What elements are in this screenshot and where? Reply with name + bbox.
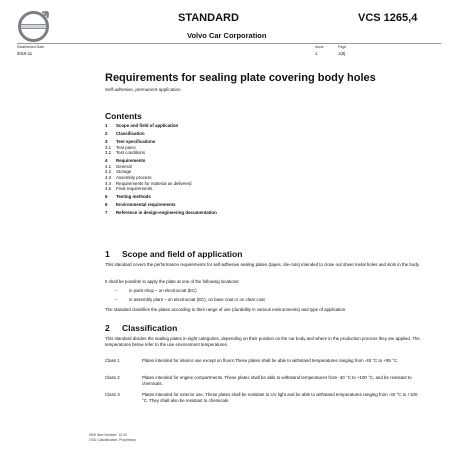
toc-text: Environmental requirements <box>116 202 176 208</box>
toc-text: Requirements <box>116 158 146 164</box>
toc-text: Classification <box>116 130 145 136</box>
toc-item[interactable] <box>105 186 425 192</box>
toc-item[interactable] <box>105 131 425 137</box>
toc-number: 2 <box>105 130 108 136</box>
page-value: 1(8) <box>338 51 346 56</box>
page-label: Page <box>338 45 347 49</box>
toc-text: Scope and field of application <box>116 123 179 128</box>
toc-number: 6 <box>105 202 108 208</box>
issue-value: 1 <box>315 51 318 56</box>
established-date-value: 2016-11 <box>17 51 33 56</box>
footer-classification: GSU Classification: Proprietary <box>89 438 136 442</box>
toc-item[interactable] <box>105 194 425 200</box>
toc-text: Storage <box>116 169 132 175</box>
class-label: Class 2 <box>105 375 120 380</box>
class-label: Class 3 <box>105 392 120 397</box>
section-number: 2 <box>105 323 110 333</box>
document-subtitle: Self-adhesive, permanent application <box>105 87 181 92</box>
toc-text: Final requirements <box>116 186 153 192</box>
toc-number: 4 <box>105 158 108 164</box>
issue-label: Issue <box>315 45 324 49</box>
toc-text: General <box>116 163 132 169</box>
toc-number: 3 <box>105 138 108 144</box>
toc-text: Testing methods <box>116 194 151 200</box>
document-page: STANDARD VCS 1265,4 Volvo Car Corporation Established Date 2016-11 Issue 1 Page 1(8) Requirements for sealing plate covering body holes Self-adhesive, permanent application Contents 1 Scope and field of application 2 Classification 3 Test specifications 3.1 Test piece 3.2 Test conditions 4 Requirements 4.1 General 4.2 Storage 4.3 Assembly process 4.4 Requirements for material as delivered 4.5 Final requirements 5 Testing methods 6 Environmental requirements 7 Reference in design-engineering documentation 1 Scope and field of application This standard covers the performance requirements for self-adhesive sealing plates (tapes, die-cuts) intended to close out sheet metal holes and slots in the body. It shall be possible to apply the plate at one of the following locations: – in paint shop – on electrocoat (EC) – in assembly plant – on electrocoat (EC), on base coat or on clear coat The standard classifies the plates according to their range of use (durability in various environments) and type of application. 2 Classification This standard divides the sealing plates in eight categories, depending on their position on the car body and where in the production process they are applied. The temperatures below refer to the use environment temperatures. Class 1 Plates intended for interior use except on floors.These plates shall be able to withstand temperatures ranging from -40 °C to +85 °C. Class 2 Plates intended for engine compartments. These plates shall be able to withstand temperatures from -40 °C to +100 °C, and be resistant to chemicals. Class 3 Plates intended for exterior use. These plates shall be resistant to UV light and be able to withstand temperatures ranging from -40 °C to +100 °C. They shall also be resistant to chemicals. ISMI Item Number: 10.00 GSU Classification: Proprietary <box>0 0 458 458</box>
toc-number: 4.4 <box>105 180 112 186</box>
document-title: Requirements for sealing plate covering body holes <box>105 72 376 84</box>
toc-number: 3.2 <box>105 150 112 156</box>
section-1-paragraph: This standard covers the performance requirements for self-adhesive sealing plates (tapes, die-cuts) intended to close out sheet metal holes and slots in the body. <box>105 262 420 267</box>
bullet-text: in paint shop – on electrocoat (EC) <box>129 288 197 293</box>
section-title: Classification <box>122 323 178 333</box>
toc-item[interactable] <box>105 150 425 156</box>
section-2-heading <box>105 323 177 333</box>
toc-text: Reference in design-engineering documentation <box>116 210 217 216</box>
company-name: Volvo Car Corporation <box>187 31 267 40</box>
toc-number: 4.3 <box>105 174 112 180</box>
toc-number: 4.1 <box>105 163 112 169</box>
toc-text: Test specifications <box>116 138 156 144</box>
header-divider <box>17 43 441 44</box>
standard-label: STANDARD <box>178 12 239 24</box>
toc-text: Requirements for material as delivered <box>116 180 192 186</box>
toc-number: 3.1 <box>105 144 112 150</box>
section-1-paragraph: It shall be possible to apply the plate at one of the following locations: <box>105 279 240 284</box>
toc-text: Test piece <box>116 144 136 150</box>
toc-item[interactable] <box>105 202 425 208</box>
toc-item[interactable] <box>105 210 425 216</box>
contents-heading: Contents <box>105 111 142 121</box>
toc-number: 4.5 <box>105 186 112 192</box>
volvo-logo-icon <box>17 10 50 43</box>
section-title: Scope and field of application <box>122 249 243 259</box>
toc-text: Assembly process <box>116 174 152 180</box>
class-description: Plates intended for engine compartments. These plates shall be able to withstand temperatures from -40 °C to +100 °C, and be resistant to chemicals. <box>142 375 412 386</box>
section-1-heading <box>105 249 242 259</box>
toc-text: Test conditions <box>116 150 146 156</box>
footer-item-number: ISMI Item Number: 10.00 <box>89 433 127 437</box>
toc-number: 1 <box>105 123 108 128</box>
section-number: 1 <box>105 249 110 259</box>
toc-number: 4.2 <box>105 169 112 175</box>
established-date-label: Established Date <box>17 45 45 49</box>
toc-number: 5 <box>105 194 108 200</box>
section-2-paragraph: This standard divides the sealing plates in eight categories, depending on their position on the car body and where in the production process they are applied. The temperatures below refer to the use environment temperatures. <box>105 336 420 347</box>
toc-item[interactable] <box>105 123 425 129</box>
table-of-contents <box>105 123 425 216</box>
toc-number: 7 <box>105 210 108 216</box>
bullet-text: in assembly plant – on electrocoat (EC), on base coat or on clear coat <box>129 297 265 302</box>
class-label: Class 1 <box>105 358 120 363</box>
section-1-paragraph: The standard classifies the plates according to their range of use (durability in various environments) and type of application. <box>105 307 347 312</box>
class-description: Plates intended for interior use except on floors.These plates shall be able to withstand temperatures ranging from -40 °C to +85 °C. <box>142 358 399 363</box>
class-description: Plates intended for exterior use. These plates shall be resistant to UV light and be able to withstand temperatures ranging from -40 °C to +100 °C. They shall also be resistant to chemicals. <box>142 392 418 403</box>
document-number: VCS 1265,4 <box>358 12 418 24</box>
